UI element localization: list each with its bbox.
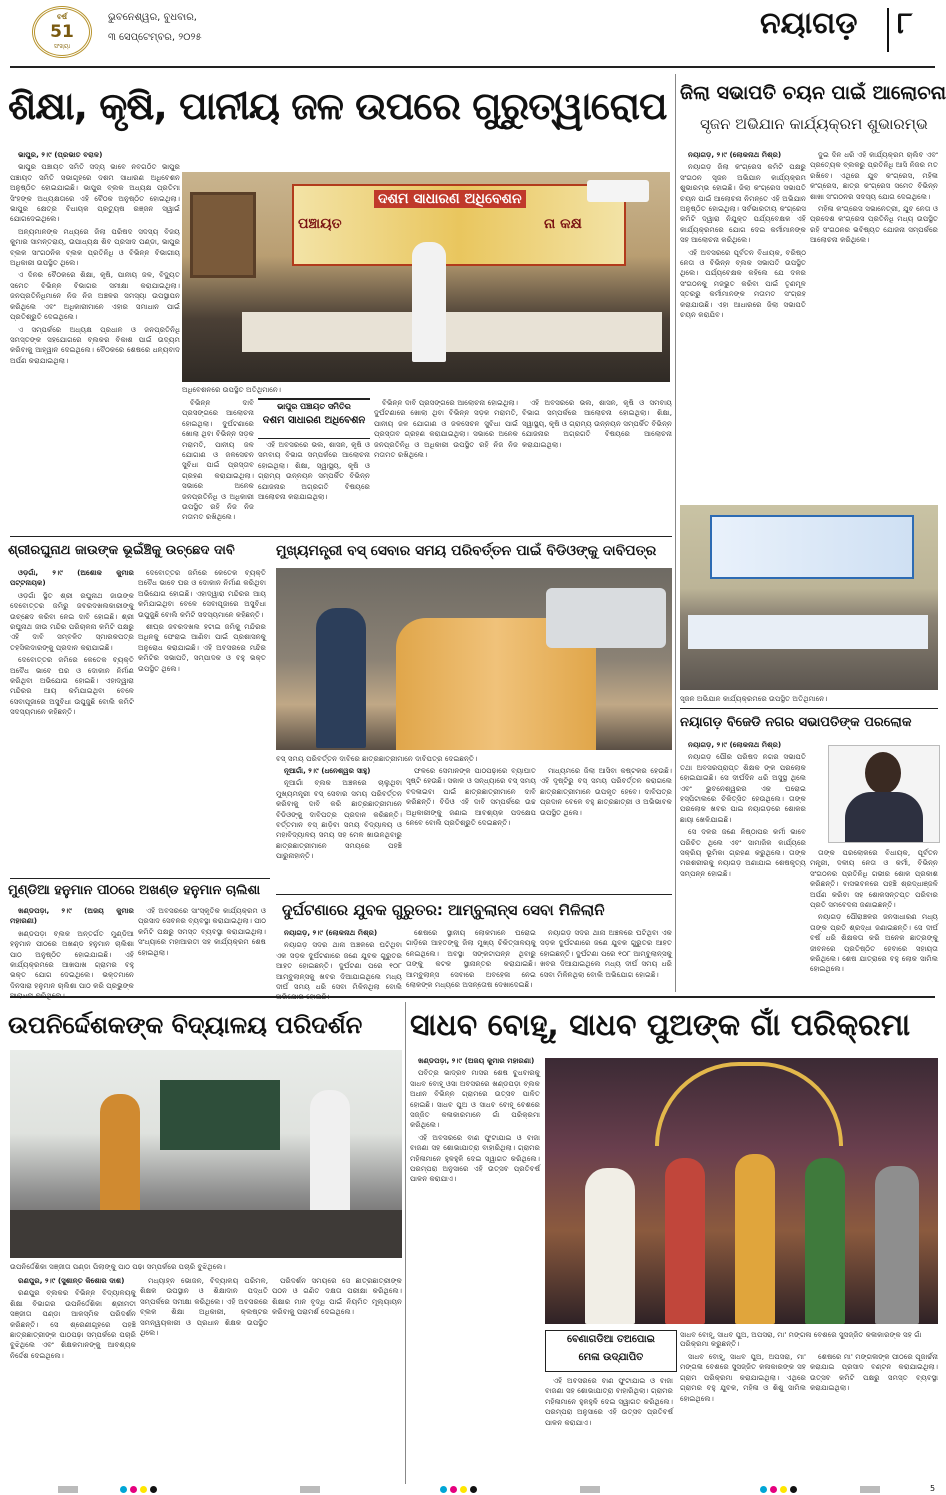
bottom-section-rule — [10, 996, 935, 998]
story2-dateline: ନୟାଗଡ଼, ୨।୯ (ଲୋକନାଥ ମିଶ୍ର) — [688, 150, 782, 159]
color-dot-cyan — [440, 1486, 447, 1493]
story3-headline: ଶ୍ରୀରଘୁନାଥ ଜାଉଙ୍କ ଭୂଇଁଞ୍ଚିକୁ ଉଚ୍ଛେଦ ଦାବି — [8, 543, 235, 558]
officer-figure — [316, 608, 366, 748]
banner-text-left: ପଞ୍ଚାୟତ — [298, 216, 342, 232]
costumed-performer — [805, 1158, 845, 1324]
story7-para: ସେ ଦଳର ଜଣେ ନିଷ୍ଠାପର କର୍ମୀ ଭାବେ ପରିଚିତ ଥିଲେ ଏବଂ ସାମାଜିକ କାର୍ଯ୍ୟରେ ସକ୍ରିୟ ଭୂମିକା ଗ୍ରହଣ କରୁଥିଲେ। ତାଙ୍କ ମରଶରୀରକୁ ନୟାଗଡ଼ ଅଣାଯାଇ ଶେଷକୃତ୍ୟ ସମ୍ପନ୍ନ ହୋଇଛି। — [680, 827, 806, 878]
officer-figure — [310, 1090, 350, 1230]
registration-block — [300, 1486, 320, 1493]
story4-dateline: ନୂଆଗାଁ, ୨।୯ (ଧନେଶ୍ୱର ସାହୁ) — [284, 766, 371, 775]
story7-para: ତାଙ୍କ ପରଲୋକରେ ବିଧାୟକ, ପୂର୍ବତନ ମନ୍ତ୍ରୀ, ଦଳୀୟ ନେତା ଓ କର୍ମୀ, ବିଭିନ୍ନ ସଂଗଠନର ପ୍ରତିନିଧି ଗଭୀର ଶୋକ ପ୍ରକାଶ କରିଛନ୍ତି। ବାସଭବନରେ ପହଞ୍ଚି ଶ୍ରଦ୍ଧାଞ୍ଜଳି ଅର୍ପଣ କରିବା ସହ ଶୋକସନ୍ତପ୍ତ ପରିବାର ପ୍ରତି ସମବେଦନା ଜଣାଇଛନ୍ତି। — [810, 848, 938, 910]
blackboard — [160, 1080, 280, 1150]
story6-dateline: ନୟାଗଡ଼, ୨।୯ (ଲୋକନାଥ ମିଶ୍ର) — [284, 928, 378, 937]
story4-column-1 — [276, 766, 402, 892]
story7-column-2 — [810, 848, 938, 992]
story9-info-box — [545, 1330, 677, 1372]
costumed-performer — [875, 1166, 919, 1324]
head-table — [242, 312, 662, 352]
story2-para: ଦୁଇ ଦିନ ଧରି ଏହି କାର୍ଯ୍ୟକ୍ରମ ଚାଲିବ ଏବଂ ପ୍ରତ୍ୟେକ ବ୍ଲକରୁ ପ୍ରତିନିଧି ଆସି ନିଜର ମତ ରଖିବେ। ଏଥିରେ ଯୁବ କଂଗ୍ରେସ, ମହିଳା କଂଗ୍ରେସ, ଛାତ୍ର କଂଗ୍ରେସ ସମେତ ବିଭିନ୍ନ ଶାଖା ସଂଗଠନର ସଦସ୍ୟ ଯୋଗ ଦେଇଥିଲେ। — [810, 150, 938, 201]
stage-banner — [710, 515, 914, 579]
wall-window — [190, 192, 256, 278]
story8-para: ରଣପୁର ବ୍ଲକର ବିଭିନ୍ନ ବିଦ୍ୟାଳୟକୁ ଶିକ୍ଷା ବିଭାଗର ଉପନିର୍ଦ୍ଦେଶିକା ଶ୍ରୀମତୀ ସଞ୍ଜୀତା ପଣ୍ଡା ଆକସ୍ମିକ ପରିଦର୍ଶନ କରିଛନ୍ତି। ସେ ଶ୍ରେଣୀଗୃହରେ ପହଞ୍ଚି ଛାତ୍ରଛାତ୍ରୀଙ୍କ ପାଠପଢ଼ା ସମ୍ପର୍କରେ ପଚାରି ବୁଝିଥିଲେ ଏବଂ ଶିକ୍ଷକମାନଙ୍କୁ ଆବଶ୍ୟକ ନିର୍ଦ୍ଦେଶ ଦେଇଥିଲେ। — [10, 1288, 136, 1360]
parked-car — [546, 588, 666, 648]
masthead-divider — [887, 8, 889, 52]
student-desks — [10, 1210, 402, 1258]
badge-bottom-text: ସଂଖ୍ୟା — [53, 43, 71, 50]
story4-para: ନୂଆଗାଁ ବ୍ଲକ ଅଞ୍ଚଳରେ ଚାଲୁଥିବା ମୁଖ୍ୟମନ୍ତ୍ରୀ ବସ୍ ସେବାର ସମୟ ପରିବର୍ତ୍ତନ କରିବାକୁ ଦାବି କରି ଛାତ୍ରଛାତ୍ରୀମାନେ ବିଡିଓଙ୍କୁ ଦାବିପତ୍ର ପ୍ରଦାନ କରିଛନ୍ତି। ବର୍ତ୍ତମାନ ବସ୍ ଛାଡ଼ିବା ସମୟ ବିଦ୍ୟାଳୟ ଓ ମହାବିଦ୍ୟାଳୟ ସମୟ ସହ ମେଳ ଖାଉନଥିବାରୁ ଛାତ୍ରଛାତ୍ରୀମାନେ ସମୟରେ ପହଞ୍ଚି ପାରୁନାହାନ୍ତି। — [276, 778, 402, 861]
column-rule — [405, 1002, 406, 1484]
story3-column-2 — [138, 568, 266, 876]
story6-column-1 — [276, 928, 402, 992]
story2-para: ନୟାଗଡ଼ ଜିଲା କଂଗ୍ରେସ କମିଟି ପକ୍ଷରୁ ସଂଗଠନ ସୃଜନ ଅଭିଯାନ କାର୍ଯ୍ୟକ୍ରମ ଶୁଭାରମ୍ଭ ହୋଇଛି। ଜିଲା କଂଗ୍ରେସ ସଭାପତି ଚୟନ ପାଇଁ ଆଲୋଚନା ନିମନ୍ତେ ଏହି ଅଭିଯାନ ଅନୁଷ୍ଠିତ ହୋଇଥିଲା। ସର୍ବଭାରତୀୟ କଂଗ୍ରେସ କମିଟି ଦ୍ୱାରା ନିଯୁକ୍ତ ପର୍ଯ୍ୟବେକ୍ଷକ ଏହି କାର୍ଯ୍ୟକ୍ରମରେ ଯୋଗ ଦେଇ କର୍ମୀମାନଙ୍କ ସହ ଆଲୋଚନା କରିଥିଲେ। — [680, 162, 806, 245]
story1-para: ବିଭିନ୍ନ ଦାବି ପ୍ରସଙ୍ଗରେ ଆଲୋଚନା ହୋଇଥିଲା। ଦୁର୍ଘଟଣାରେ ଖୋଲା ଥିବା ବିଭିନ୍ନ ସଡ଼କ ମରାମତି, ପାନୀୟ ଜଳ ଯୋଗାଣ ଓ ଜଳସେଚନ ସୁବିଧା ପାଇଁ ପ୍ରସ୍ତାବ ଗ୍ରହଣ କରାଯାଇଥିଲା। ସଭାରେ ଅନେକ ଜନପ୍ରତିନିଧି ଓ ଅଧିକାରୀ ଉପସ୍ଥିତ ରହି ନିଜ ନିଜ ମତାମତ ରଖିଥିଲେ। — [182, 398, 254, 522]
story6-para: ଶେଷରେ ସ୍ଥାନୀୟ ଲୋକମାନେ ଘରୋଇ ଗାଡ଼ିରେ ଆହତଙ୍କୁ ଜିଲା ମୁଖ୍ୟ ଚିକିତ୍ସାଳୟକୁ ନେଇଥିଲେ। ଅବସ୍ଥା ସଙ୍କଟାପନ୍ନ ଥିବାରୁ ତାଙ୍କୁ କଟକ ସ୍ଥାନାନ୍ତର କରାଯାଇଛି। ଆମ୍ବୁଲାନ୍ସ ସେବାରେ ଅବହେଳା ନେଇ ଲୋକଙ୍କ ମଧ୍ୟରେ ଅସନ୍ତୋଷ ଦେଖାଦେଇଛି। — [406, 928, 536, 990]
costumed-performer — [665, 1158, 705, 1324]
registration-block — [58, 1486, 78, 1493]
story1-column-3 — [258, 440, 370, 530]
masthead-rule — [10, 66, 935, 68]
costumed-performer — [735, 1154, 775, 1324]
color-dot-black — [150, 1486, 157, 1493]
costumed-performer — [585, 1168, 635, 1324]
color-dot-magenta — [130, 1486, 137, 1493]
place-day: ଭୁବନେଶ୍ୱର, ବୁଧବାର, — [108, 12, 197, 23]
print-registration-strip — [0, 1484, 945, 1495]
color-dot-black — [470, 1486, 477, 1493]
story7-column-1 — [680, 740, 806, 992]
story5-para: ଖଣ୍ଡପଡ଼ା ବ୍ଲକ ଅନ୍ତର୍ଗତ ମୁଣ୍ଡିଆ ହନୁମାନ ପୀଠରେ ଅଖଣ୍ଡ ହନୁମାନ ଚାଲିଶା ପାଠ ଅନୁଷ୍ଠିତ ହୋଇଯାଇଛି। ଏହି କାର୍ଯ୍ୟକ୍ରମରେ ଆଖପାଖ ଗ୍ରାମର ବହୁ ଭକ୍ତ ଯୋଗ ଦେଇଥିଲେ। ଭକ୍ତମାନେ ଦିନସାରା ହନୁମାନ ଚାଲିଶା ପାଠ କରି ପ୍ରଭୁଙ୍କ — [10, 928, 134, 990]
story1-column-1 — [10, 150, 180, 570]
story9-para: ଶେଷରେ ମା' ମଙ୍ଗଳାଙ୍କ ପୀଠରେ ପୂଜାର୍ଚ୍ଚନା କରାଯାଇ ପ୍ରସାଦ ବଣ୍ଟନ କରାଯାଇଥିଲା। ଉତ୍ସବ କମିଟି ପକ୍ଷରୁ ସମସ୍ତ ବ୍ୟବସ୍ଥା କରାଯାଇଥିଲା। — [810, 1352, 938, 1393]
story1-photo — [182, 172, 670, 382]
story1-para: ଏହି ଅବସରରେ ଭଲ, ଶାସନ, କୃଷି ଓ ସମବାୟ ବିଭାଗ ସମ୍ପର୍କରେ ଆଲୋଚନା ହୋଇଥିଲା। ଶିକ୍ଷା, ସ୍ୱାସ୍ଥ୍ୟ, କୃଷି ଓ ଗ୍ରାମ୍ୟ ଉନ୍ନୟନ ସମ୍ପର୍କିତ ବିଭିନ୍ନ ଯୋଜନାର ଅଗ୍ରଗତି ବିଷୟରେ ଆଲୋଚନା କରାଯାଇଥିଲା। — [258, 440, 370, 502]
issue-date: ୩ ସେପ୍ଟେମ୍ବର, ୨୦୨୫ — [108, 32, 202, 43]
story5-column-2 — [138, 906, 266, 992]
page-marker: 5 — [930, 1484, 936, 1493]
portrait-body — [845, 792, 923, 842]
story4-headline: ମୁଖ୍ୟମନ୍ତ୍ରୀ ବସ୍ ସେବାର ସମୟ ପରିବର୍ତ୍ତନ ପାଇଁ ବିଡିଓଙ୍କୁ ଦାବିପତ୍ର — [276, 543, 657, 559]
air-conditioner-icon — [587, 180, 649, 202]
story1-para: ଏହି ଅବସରରେ ଭଲ, ଶାସନ, କୃଷି ଓ ସମବାୟ ବିଭାଗ ସମ୍ପର୍କରେ ଆଲୋଚନା ହୋଇଥିଲା। ଶିକ୍ଷା, ସ୍ୱାସ୍ଥ୍ୟ, କୃଷି ଓ ଗ୍ରାମ୍ୟ ଉନ୍ନୟନ ସମ୍ପର୍କିତ ବିଭିନ୍ନ ଯୋଜନାର ଅଗ୍ରଗତି ବିଷୟରେ ଆଲୋଚନା କରାଯାଇଥିଲା। — [522, 398, 672, 449]
story3-para: ଦେବୋତ୍ତର ଜମିରେ କେତେକ ବ୍ୟକ୍ତି ଅବୈଧ ଭାବେ ଘର ଓ ଦୋକାନ ନିର୍ମାଣ କରିଥିବା ଅଭିଯୋଗ ହୋଇଛି। ଏହାଦ୍ୱାରା ମନ୍ଦିରର ଆୟ କମିଯାଇଥିବା ବେଳେ ସେବାପୂଜାରେ ଅସୁବିଧା ଉପୁଜୁଛି ବୋଲି କମିଟି ସଦସ୍ୟମାନେ କହିଛନ୍ତି। — [10, 655, 134, 717]
story1-para: ଏ ସମ୍ପର୍କରେ ଅଧ୍ୟକ୍ଷ ପ୍ରଧାନ ଓ ଜନପ୍ରତିନିଧି ସମସ୍ତଙ୍କ ସହଯୋଗରେ ବ୍ଲକର ବିକାଶ ପାଇଁ ଉଦ୍ୟମ କରିବାକୁ ଆହ୍ୱାନ ଦେଇଥିଲେ। ବୈଠକରେ ଶେଷରେ ଧନ୍ୟବାଦ ଅର୍ପଣ କରାଯାଇଥିଲା। — [10, 324, 180, 365]
story8-photo — [10, 1050, 402, 1258]
story6-column-3 — [540, 928, 672, 992]
story7-para: ନୟାଗଡ଼ ପୌରାଞ୍ଚଳର ଜନସାଧାରଣ ମଧ୍ୟ ତାଙ୍କ ପ୍ରତି ଶ୍ରଦ୍ଧା ଜଣାଇଛନ୍ତି। ସେ ଦୀର୍ଘ ବର୍ଷ ଧରି ଶିକ୍ଷକତା କରି ଅନେକ ଛାତ୍ରଙ୍କୁ ଜୀବନରେ ପ୍ରତିଷ୍ଠିତ ହେବାରେ ସହାୟତା କରିଥିଲେ। ଶେଷ ଯାତ୍ରାରେ ବହୁ ଲୋକ ସାମିଲ ହୋଇଥିଲେ। — [810, 912, 938, 974]
speaker-figure — [412, 242, 446, 362]
story4-photo — [276, 568, 672, 750]
story5-column-1 — [10, 906, 134, 992]
decorated-arch — [655, 1062, 843, 1146]
story5-headline: ମୁଣ୍ଡିଆ ହନୁମାନ ପୀଠରେ ଅଖଣ୍ଡ ହନୁମାନ ଚାଲିଶା — [8, 883, 261, 898]
story9-dateline: ଖଣ୍ଡପଡ଼ା, ୨।୯ (ଅଜୟ କୁମାର ମହାରଣା) — [418, 1056, 535, 1065]
story2-column-2 — [810, 150, 938, 490]
story8-column-3 — [272, 1276, 402, 1482]
story5-dateline: ଖଣ୍ଡପଡ଼ା, ୨।୯ (ଅଜୟ କୁମାର ମହାରଣା) — [10, 906, 134, 926]
story8-para: ମଧ୍ୟାହ୍ନ ଭୋଜନ, ବିଦ୍ୟାଳୟ ପରିମଳ, ଶିକ୍ଷକ ଉପସ୍ଥାନ ଓ ଶିକ୍ଷାଦାନ ପଦ୍ଧତି ସମ୍ପର୍କରେ ସମୀକ୍ଷା କରିଥିଲେ। ଏହି ଅବସରରେ ବ୍ଲକ ଶିକ୍ଷା ଅଧିକାରୀ, କ୍ଲଷ୍ଟର ସମନ୍ୱୟକାରୀ ଓ ପ୍ରଧାନ ଶିକ୍ଷକ ଉପସ୍ଥିତ ଥିଲେ। — [140, 1276, 268, 1338]
story7-dateline: ନୟାଗଡ଼, ୨।୯ (ଲୋକନାଥ ମିଶ୍ର) — [688, 740, 782, 749]
color-dot-black — [790, 1486, 797, 1493]
story4-photo-caption: ବସ୍ ସମୟ ପରିବର୍ତ୍ତନ ଦାବିରେ ଛାତ୍ରଛାତ୍ରୀମାନେ ଦାବିପତ୍ର ଦେଇଛନ୍ତି। — [276, 754, 478, 763]
story9-box-line2: ମେଳା ଉଦ୍‌ଯାପିତ — [578, 1352, 644, 1363]
story1-sub-box — [258, 398, 370, 439]
story1-para: ଭାପୁର ପଞ୍ଚାୟତ ସମିତି ସଦ୍ୟ ଭାବେ ନବଗଠିତ ଭାପୁର ପଞ୍ଚାୟତ ସମିତି ସଭାଗୃହରେ ଦଶମ ସାଧାରଣ ଅଧିବେଶନ ଅନୁଷ୍ଠିତ ହୋଇଯାଇଛି। ଭାପୁର ବ୍ଲକ ଅଧ୍ୟକ୍ଷ ପ୍ରତିମା ସିଂହଙ୍କ ଅଧ୍ୟକ୍ଷତାରେ ଏହି ବୈଠକ ଅନୁଷ୍ଠିତ ହୋଇଥିଲା। ଭାପୁର କ୍ଷେତ୍ର ବିଧାୟକ ପ୍ରତ୍ୟୁଷ ରଞ୍ଜନ ସ୍ୱାଇଁ ଯୋଗଦେଇଥିଲେ। — [10, 162, 180, 224]
story2-para: ଏହି ଅବସରରେ ପୂର୍ବତନ ବିଧାୟକ, ବରିଷ୍ଠ ନେତା ଓ ବିଭିନ୍ନ ବ୍ଲକ ସଭାପତି ଉପସ୍ଥିତ ଥିଲେ। ପର୍ଯ୍ୟବେକ୍ଷକ କହିଲେ ଯେ ଦଳର ସଂଗଠନକୁ ମଜଭୁତ କରିବା ପାଇଁ ତୃଣମୂଳ ସ୍ତରରୁ କର୍ମୀମାନଙ୍କ ମତାମତ ସଂଗ୍ରହ କରାଯାଉଛି। ଏହା ଆଧାରରେ ଜିଲା ସଭାପତି ଚୟନ କରାଯିବ। — [680, 247, 806, 320]
story1-para: ଅନ୍ୟମାନଙ୍କ ମଧ୍ୟରେ ଜିଲା ପରିଷଦ ସଦସ୍ୟ ବିଜୟ କୁମାର ସାମନ୍ତରାୟ, ଉପାଧ୍ୟକ୍ଷ ଶିବ ପ୍ରସାଦ ପଣ୍ଡା, ଭାପୁର ବ୍ଲକ ସାଂଗଠନିକ ବ୍ଲକ ପ୍ରତିନିଧି ଓ ବିଭିନ୍ନ ବିଭାଗୀୟ ଅଧିକାରୀ ଉପସ୍ଥିତ ଥିଲେ। — [10, 226, 180, 268]
column-rule — [675, 74, 676, 992]
story3-column-1 — [10, 568, 134, 876]
story9-box-line1: ବେଣାଗଡିଆ ତଅପୋଇ — [566, 1334, 656, 1345]
teacher-figure — [100, 1094, 140, 1224]
story5-rule — [10, 878, 270, 879]
story6-rule — [276, 894, 672, 895]
story2-subheadline: ସୃଜନ ଅଭିଯାନ କାର୍ଯ୍ୟକ୍ରମ ଶୁଭାରମ୍ଭ — [700, 115, 928, 133]
story2-column-1 — [680, 150, 806, 490]
story1-column-5 — [522, 398, 672, 530]
banner-text-right: ନା କକ୍ଷ — [544, 216, 582, 232]
registration-block — [860, 1486, 880, 1493]
story1-para: ବିଭିନ୍ନ ଦାବି ପ୍ରସଙ୍ଗରେ ଆଲୋଚନା ହୋଇଥିଲା। ଦୁର୍ଘଟଣାରେ ଖୋଲା ଥିବା ବିଭିନ୍ନ ସଡ଼କ ମରାମତି, ପାନୀୟ ଜଳ ଯୋଗାଣ ଓ ଜଳସେଚନ ସୁବିଧା ପାଇଁ ପ୍ରସ୍ତାବ ଗ୍ରହଣ କରାଯାଇଥିଲା। ସଭାରେ ଅନେକ ଜନପ୍ରତିନିଧି ଓ ଅଧିକାରୀ ଉପସ୍ଥିତ ରହି ନିଜ ନିଜ ମତାମତ ରଖିଥିଲେ। — [374, 398, 518, 460]
color-dot-yellow — [140, 1486, 147, 1493]
story1-para: ଏ ଦିନର ବୈଠକରେ ଶିକ୍ଷା, କୃଷି, ପାନୀୟ ଜଳ, ବିଦ୍ୟୁତ ସମେତ ବିଭିନ୍ନ ବିଭାଗର ସମୀକ୍ଷା କରାଯାଇଥିଲା। ଜନପ୍ରତିନିଧିମାନେ ନିଜ ନିଜ ଅଞ୍ଚଳର ସମସ୍ୟା ଉପସ୍ଥାପନ କରିଥିଲେ ଏବଂ ଅଧିକାରୀମାନେ ଏହାର ସମାଧାନ ପାଇଁ ପ୍ରତିଶ୍ରୁତି ଦେଇଥିଲେ। — [10, 270, 180, 322]
story3-para: ଦେବୋତ୍ତର ଜମିରେ କେତେକ ବ୍ୟକ୍ତି ଅବୈଧ ଭାବେ ଘର ଓ ଦୋକାନ ନିର୍ମାଣ କରିଥିବା ଅଭିଯୋଗ ହୋଇଛି। ଏହାଦ୍ୱାରା ମନ୍ଦିରର ଆୟ କମିଯାଇଥିବା ବେଳେ ସେବାପୂଜାରେ ଅସୁବିଧା ଉପୁଜୁଛି ବୋଲି କମିଟି ସଦସ୍ୟମାନେ କହିଛନ୍ତି। — [138, 568, 266, 619]
story5-para: ଏହି ଅବସରରେ ସାଂସ୍କୃତିକ କାର୍ଯ୍ୟକ୍ରମ ଓ ପ୍ରସାଦ ସେବନର ବ୍ୟବସ୍ଥା କରାଯାଇଥିଲା। ପୀଠ କମିଟି ପକ୍ଷରୁ ସମସ୍ତ ବ୍ୟବସ୍ଥା କରାଯାଇଥିଲା। ସଂଧ୍ୟାରେ ମହାଆରତୀ ସହ କାର୍ଯ୍ୟକ୍ରମ ଶେଷ ହୋଇଥିଲା। — [138, 906, 266, 957]
story3-para: ଶୀଘ୍ର ଜବରଦଖଲ ହଟାଇ ଜମିକୁ ମନ୍ଦିରର ଅଧିନକୁ ଫେରାଇ ଆଣିବା ପାଇଁ ପ୍ରଶାସନକୁ ଅନୁରୋଧ କରାଯାଇଛି। ଏହି ଅବସରରେ ମନ୍ଦିର କମିଟିର ସଭାପତି, ସମ୍ପାଦକ ଓ ବହୁ ଭକ୍ତ ଉପସ୍ଥିତ ଥିଲେ। — [138, 622, 266, 673]
color-dot-magenta — [770, 1486, 777, 1493]
story1-column-2 — [182, 398, 254, 528]
story1-sub-title: ଦଶମ ସାଧାରଣ ଅଧିବେଶନ — [262, 415, 366, 426]
masthead — [0, 0, 945, 66]
portrait-head — [865, 752, 901, 794]
story9-column-4 — [810, 1352, 938, 1482]
story7-rule — [680, 708, 938, 709]
story9-photo-caption: ସାଧବ ବୋହୂ, ସାଧବ ପୁଅ, ଅପସରା, ମା' ମଙ୍ଗଳା ବେଶରେ ସୁସଜ୍ଜିତ କଳାକାରଙ୍କ ସହ ଗାଁ ପରିକ୍ରମା କରୁଛନ୍ତି। — [680, 1330, 922, 1348]
story9-para: ପବିତ୍ର ଭାଦ୍ରବ ମାସର ଶେଷ ବୁଧବାରକୁ ସାଧବ ବୋହୂ ଓସା ଅବସରରେ ଖଣ୍ଡପଡ଼ା ବ୍ଲକ ଅଧୀନ ବିଭିନ୍ନ ଗ୍ରାମରେ ଉତ୍ସବ ପାଳିତ ହୋଇଛି। ସାଧବ ପୁଅ ଓ ସାଧବ ବୋହୂ ବେଶରେ ସଜ୍ଜିତ କଳାକାରମାନେ ଗାଁ ପରିକ୍ରମା କରିଥିଲେ। — [410, 1068, 540, 1130]
registration-block — [580, 1486, 600, 1493]
story2-headline: ଜିଲା ସଭାପତି ଚୟନ ପାଇଁ ଆଲୋଚନା — [680, 82, 946, 104]
color-dot-magenta — [450, 1486, 457, 1493]
story2-photo-caption: ସୃଜନ ଅଭିଯାନ କାର୍ଯ୍ୟକ୍ରମରେ ଉପସ୍ଥିତ ଅତିଥିମାନେ। — [680, 694, 828, 703]
story1-headline: ଶିକ୍ଷା, କୃଷି, ପାନୀୟ ଜଳ ଉପରେ ଗୁରୁତ୍ୱାରୋପ — [8, 84, 667, 128]
story3-rule — [10, 536, 672, 537]
story1-dateline: ଭାପୁର, ୨।୯ (ପ୍ରଭାତ ବରାଳ) — [18, 150, 103, 159]
anniversary-badge — [28, 6, 96, 58]
story9-column-3 — [680, 1352, 806, 1482]
story7-portrait — [828, 745, 940, 843]
story4-para: ଫଳରେ ସେମାନଙ୍କ ପାଠପଢ଼ାରେ ବ୍ୟାଘାତ ସୃଷ୍ଟି ହେଉଛି। ସକାଳ ଓ ସନ୍ଧ୍ୟାରେ ବସ୍ ସମୟ ବଦଳାଇବା ପାଇଁ ଛାତ୍ରଛାତ୍ରୀମାନେ ଦାବି କରିଛନ୍ତି। ବିଡିଓ ଏହି ଦାବି ସମ୍ପର୍କରେ ଉଚ୍ଚ ଅଧିକାରୀଙ୍କୁ ଜଣାଇ ଆବଶ୍ୟକ ପଦକ୍ଷେପ ନେବେ ବୋଲି ପ୍ରତିଶ୍ରୁତି ଦେଇଛନ୍ତି। — [406, 766, 536, 828]
story9-para: ସାଧବ ବୋହୂ, ସାଧବ ପୁଅ, ଅପସରା, ମା' ମଙ୍ଗଳା ବେଶରେ ସୁସଜ୍ଜିତ କଳାକାରଙ୍କ ସହ ଗ୍ରାମ ପରିକ୍ରମା କରାଯାଇଥିଲା। ଏଥିରେ ଗ୍ରାମର ବହୁ ଯୁବକ, ମହିଳା ଓ ଶିଶୁ ସାମିଲ ହୋଇଥିଲେ। — [680, 1352, 806, 1403]
story6-headline: ଦୁର୍ଘଟଣାରେ ଯୁବକ ଗୁରୁତର: ଆମ୍ବୁଲାନ୍ସ ସେବା ମିଳିଲାନି — [282, 901, 605, 919]
story6-column-2 — [406, 928, 536, 992]
story3-dateline: ଓଡ଼ଗାଁ, ୨।୯ (ଅଶୋକ କୁମାର ପଟ୍ଟନାୟକ) — [10, 568, 134, 588]
story6-para: ନୟାଗଡ଼ ସଦର ଥାନା ଅଞ୍ଚଳରେ ଘଟିଥିବା ଏକ ସଡ଼କ ଦୁର୍ଘଟଣାରେ ଜଣେ ଯୁବକ ଗୁରୁତର ଆହତ ହୋଇଛନ୍ତି। ଦୁର୍ଘଟଣା ପରେ ୧୦୮ ଆମ୍ବୁଲାନ୍ସକୁ ଖବର ଦିଆଯାଇଥିଲେ ମଧ୍ୟ ଦୀର୍ଘ ସମୟ ଧରି ସେବା ମିଳିନଥିଲା ବୋଲି — [276, 940, 402, 992]
color-dot-yellow — [780, 1486, 787, 1493]
banner-text-center: ଦଶମ ସାଧାରଣ ଅଧିବେଶନ — [374, 190, 526, 208]
page-number: ୮ — [897, 6, 913, 41]
story8-para: ପରିଦର୍ଶନ ସମୟରେ ସେ ଛାତ୍ରଛାତ୍ରୀଙ୍କ ପଠନ ଓ ଗଣିତ ଦକ୍ଷତା ପରୀକ୍ଷା କରିଥିଲେ। ଶିକ୍ଷାର ମାନ ବୃଦ୍ଧି ପାଇଁ ନିୟମିତ ମୂଲ୍ୟାୟନ କରିବାକୁ ପରାମର୍ଶ ଦେଇଥିଲେ। — [272, 1276, 402, 1317]
story9-para: ଏହି ଅବସରରେ ବାଣ ଫୁଟାଯାଇ ଓ ବାଜା ବାଜଣା ସହ ଶୋଭାଯାତ୍ରା ବାହାରିଥିଲା। ଗ୍ରାମର ମହିଳାମାନେ ହୁଳହୁଳି ଦେଇ ସ୍ୱାଗତ କରିଥିଲେ। ପରମ୍ପରା ଅନୁସାରେ ଏହି ଉତ୍ସବ ପ୍ରତିବର୍ଷ ପାଳନ କରାଯାଏ। — [410, 1132, 540, 1184]
story1-sub-kicker: ଭାପୁର ପଞ୍ଚାୟତ ସମିତିର — [277, 402, 351, 411]
head-table — [688, 615, 928, 649]
story4-para: ମାଧ୍ୟମରେ ଜିଲା ଆସିବା କଷ୍ଟକର ହେଉଛି। ଏହି ଦୃଷ୍ଟିରୁ ବସ୍ ସମୟ ପରିବର୍ତ୍ତନ କରାଗଲେ ଛାତ୍ରଛାତ୍ରୀମାନେ ଉପକୃତ ହେବେ। ଦାବିପତ୍ର ପ୍ରଦାନ ବେଳେ ବହୁ ଛାତ୍ରଛାତ୍ରୀ ଓ ଅଭିଭାବକ ଉପସ୍ଥିତ ଥିଲେ। — [540, 766, 672, 817]
story3-para: ଓଡ଼ଗାଁ ସ୍ଥିତ ଶ୍ରୀ ରଘୁନାଥ ଜାଉଙ୍କ ଦେବୋତ୍ତର ଜମିରୁ ଜବରଦଖଲକାରୀଙ୍କୁ ଉଚ୍ଛେଦ କରିବା ନେଇ ଦାବି ହୋଇଛି। ଶ୍ରୀ ରଘୁନାଥ ଜୀଉ ମନ୍ଦିର ପରିଚାଳନା କମିଟି ପକ୍ଷରୁ ଏହି ଦାବି ସମ୍ବଳିତ ସ୍ମାରକପତ୍ର ତହସିଲଦାରଙ୍କୁ ପ୍ରଦାନ କରାଯାଇଛି। — [10, 590, 134, 652]
color-dot-yellow — [460, 1486, 467, 1493]
story4-column-3 — [540, 766, 672, 892]
story8-column-2 — [140, 1276, 268, 1482]
color-dot-cyan — [760, 1486, 767, 1493]
story7-headline: ନୟାଗଡ଼ ବିଜେଡି ନଗର ସଭାପତିଙ୍କ ପରଲୋକ — [680, 715, 912, 730]
banner — [292, 184, 626, 266]
story9-para: ଏହି ଅବସରରେ ବାଣ ଫୁଟାଯାଇ ଓ ବାଜା ବାଜଣା ସହ ଶୋଭାଯାତ୍ରା ବାହାରିଥିଲା। ଗ୍ରାମର ମହିଳାମାନେ ହୁଳହୁଳି ଦେଇ ସ୍ୱାଗତ କରିଥିଲେ। ପରମ୍ପରା ଅନୁସାରେ ଏହି ଉତ୍ସବ ପ୍ରତିବର୍ଷ ପାଳନ କରାଯାଏ। — [545, 1376, 673, 1427]
section-title: ନୟାଗଡ଼ — [760, 6, 858, 41]
story8-column-1 — [10, 1276, 136, 1482]
story4-column-2 — [406, 766, 536, 892]
story7-para: ନୟାଗଡ଼ ପୌର ପରିଷଦ ନଗର ସଭାପତି ତଥା ଅବସରପ୍ରାପ୍ତ ଶିକ୍ଷକ ଙ୍କ ପରଲୋକ ହୋଇଯାଇଛି। ସେ ଦୀର୍ଘଦିନ ଧରି ଅସୁସ୍ଥ ଥିଲେ ଏବଂ ଭୁବନେଶ୍ୱରର ଏକ ଘରୋଇ ହସ୍ପିଟାଲରେ ଚିକିତ୍ସିତ ହେଉଥିଲେ। ତାଙ୍କ ପରଲୋକ ଖବର ପାଇ ନୟାଗଡ଼ରେ ଶୋକର ଛାୟା ଖେଳିଯାଇଛି। — [680, 752, 806, 824]
story8-photo-caption: ଉପନିର୍ଦ୍ଦେଶିକା ସଞ୍ଜୀତା ପଣ୍ଡା ପିଲାଙ୍କୁ ପାଠ ପଢା ସମ୍ପର୍କରେ ପଚାରି ବୁଝିଥିଲେ। — [10, 1262, 226, 1271]
story8-headline: ଉପନିର୍ଦ୍ଦେଶକଙ୍କ ବିଦ୍ୟାଳୟ ପରିଦର୍ଶନ — [8, 1011, 363, 1039]
story9-column-2 — [545, 1376, 673, 1482]
story9-column-1 — [410, 1056, 540, 1482]
story6-para: ନୟାଗଡ଼ ସଦର ଥାନା ଅଞ୍ଚଳରେ ଘଟିଥିବା ଏକ ସଡ଼କ ଦୁର୍ଘଟଣାରେ ଜଣେ ଯୁବକ ଗୁରୁତର ଆହତ ହୋଇଛନ୍ତି। ଦୁର୍ଘଟଣା ପରେ ୧୦୮ ଆମ୍ବୁଲାନ୍ସକୁ ଖବର ଦିଆଯାଇଥିଲେ ମଧ୍ୟ ଦୀର୍ଘ ସମୟ ଧରି ସେବା ମିଳିନଥିଲା ବୋଲି ଅଭିଯୋଗ ହୋଇଛି। — [540, 928, 672, 979]
badge-top-text: ବର୍ଷ — [57, 13, 67, 21]
color-dot-cyan — [120, 1486, 127, 1493]
story9-photo — [545, 1058, 938, 1324]
story9-headline: ସାଧବ ବୋହୂ, ସାଧବ ପୁଅଙ୍କ ଗାଁ ପରିକ୍ରମା — [410, 1008, 911, 1043]
badge-number: 51 — [50, 22, 74, 42]
story8-dateline: ରଣପୁର, ୨।୯ (ସୁଶାନ୍ତ କିଶୋର ଦାଶ) — [18, 1276, 125, 1285]
story2-para: ମହିଳା କଂଗ୍ରେସ ସଭାନେତ୍ରୀ, ଯୁବ ନେତା ଓ ପ୍ରଦେଶ କଂଗ୍ରେସ ପ୍ରତିନିଧି ମଧ୍ୟ ଉପସ୍ଥିତ ରହି ସଂଗଠନର ଭବିଷ୍ୟତ ଯୋଜନା ସମ୍ପର୍କରେ ଆଲୋଚନା କରିଥିଲେ। — [810, 204, 938, 245]
story1-photo-caption: ଅଧିବେଶନରେ ଉପସ୍ଥିତ ଅତିଥିମାନେ। — [182, 385, 282, 394]
story2-photo — [680, 505, 938, 690]
story1-column-4 — [374, 398, 518, 530]
